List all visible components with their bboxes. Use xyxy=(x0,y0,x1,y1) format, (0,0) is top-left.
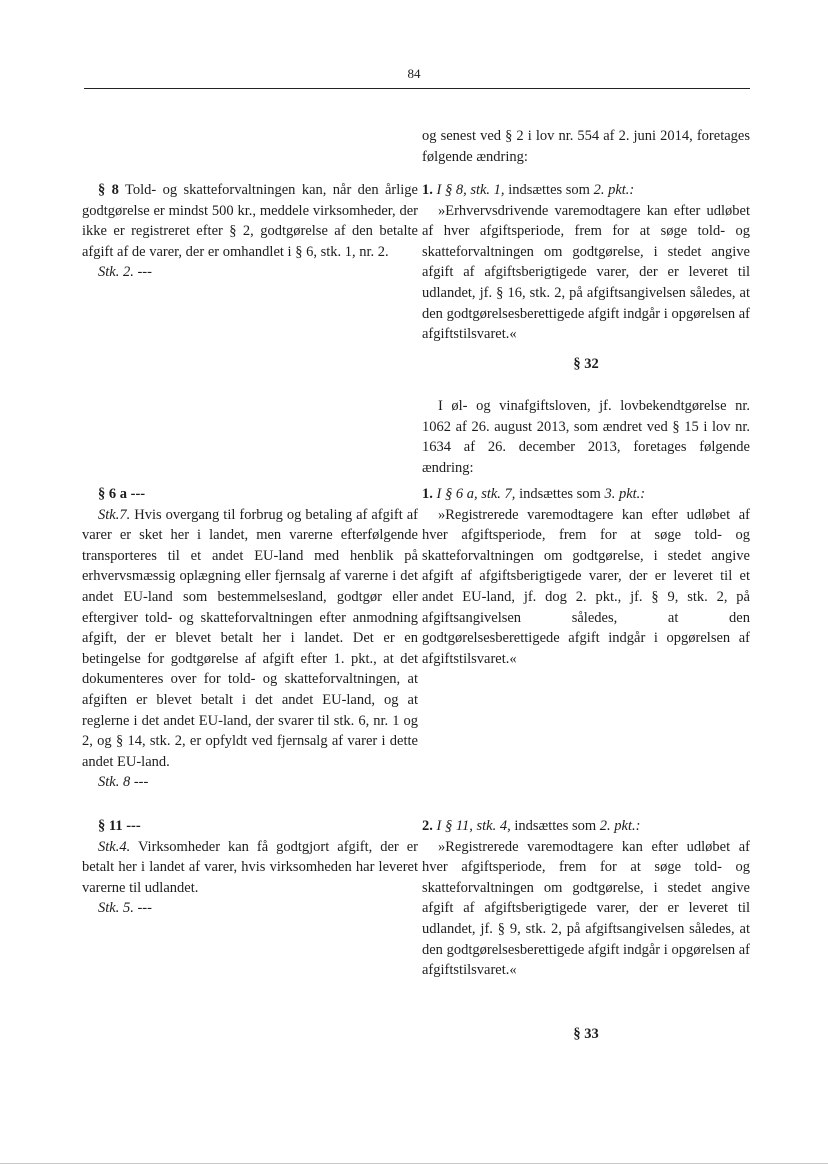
change-1-section-8 xyxy=(422,180,750,345)
change-1-number: 1. xyxy=(422,182,433,198)
change-1-reference: I § 8, stk. 1, xyxy=(436,182,505,198)
intro-paragraph: og senest ved § 2 i lov nr. 554 af 2. juni 2014, foretages følgende ændring: xyxy=(422,128,750,165)
change-6a-quote: »Registrerede varemodtagere kan efter udløbet af hver afgiftsperiode, frem for at søge told- og skatteforvaltningen om godtgørelse, i stedet angive afgift af afgiftsberigtigede varer, der er leveret til et andet EU-land, jf. dog 2. pkt., jf. § 9, stk. 2, på afgiftsangivelsen således, at den godtgørelsesberettigede afgift indgår i opgørelsen af afgiftstilsvaret.« xyxy=(422,506,750,667)
section-6a-stk7-label: Stk.7. xyxy=(98,506,131,523)
change-6a-pkt: 3. pkt.: xyxy=(604,486,646,502)
page-number: 84 xyxy=(407,66,421,81)
section-32-heading: § 32 xyxy=(573,356,599,372)
section-11-current xyxy=(82,816,418,919)
section-33-heading: § 33 xyxy=(573,1026,599,1042)
change-6a-number: 1. xyxy=(422,486,433,502)
footer-rule xyxy=(0,1163,828,1164)
change-6a-verb: indsættes som xyxy=(519,486,601,502)
change-section-6a xyxy=(422,484,750,669)
section-32-intro xyxy=(422,396,750,478)
section-6a-stk7-text: Hvis overgang til forbrug og betaling af afgift af varer er sket her i landet, men varerne efterfølgende transporteres til et andet EU-land med henblik på erhvervsmæssig oplægning eller fjernsalg af varerne i det andet EU-land som bestemmelsesland, godtgør eller eftergiver told- og skatteforvaltningen efter anmodning afgift, der er blevet betalt her i landet. Det er en betingelse for godtgørelse af afgift efter 1. pkt., at det dokumenteres over for told- og skatteforvaltningen, at afgiften er blevet betalt i det andet EU-land, og at reglerne i det andet EU-land, der svarer til stk. 6, nr. 1 og 2, og § 14, stk. 2, er opfyldt ved fjernsalg af varer i dette andet EU-land. xyxy=(82,506,418,770)
section-6a-current xyxy=(82,484,418,793)
section-6a-heading: § 6 a --- xyxy=(98,486,146,502)
section-32-intro-text: I øl- og vinafgiftsloven, jf. lovbekendtgørelse nr. 1062 af 26. august 2013, som ændret ved § 15 i lov nr. 1634 af 26. december 2013, foretages følgende ændring: xyxy=(422,398,750,476)
section-11-stk5: Stk. 5. --- xyxy=(98,900,152,917)
change-11-quote: »Registrerede varemodtagere kan efter udløbet af hver afgiftsperiode, frem for at søge told- og skatteforvaltningen om godtgørelse, i stedet angive afgift af afgiftsberigtigede varer, der er leveret til udlandet, jf. § 9, stk. 2, på afgiftsangivelsen således, at den godtgørelsesberettigede afgift indgår i opgørelsen af afgiftstilsvaret.« xyxy=(422,838,750,979)
section-8-stk2: Stk. 2. --- xyxy=(98,264,152,281)
change-11-pkt: 2. pkt.: xyxy=(599,818,641,834)
section-8-heading: § 8 xyxy=(98,182,119,198)
change-1-quote: »Erhvervsdrivende varemodtagere kan efter udløbet af hver afgiftsperiode, frem for at søge told- og skatteforvaltningen om godtgørelse, i stedet angive afgift af afgiftsberigtigede varer, der er leveret til udlandet, jf. § 16, stk. 2, på afgiftsangivelsen således, at den godtgørelsesberettigede afgift indgår i opgørelsen af afgiftstilsvaret.« xyxy=(422,202,750,343)
change-1-pkt: 2. pkt.: xyxy=(593,182,635,198)
section-6a-stk8: Stk. 8 --- xyxy=(98,774,149,791)
header-rule xyxy=(84,88,750,89)
section-11-heading: § 11 --- xyxy=(98,818,141,834)
change-11-number: 2. xyxy=(422,818,433,834)
change-6a-reference: I § 6 a, stk. 7, xyxy=(436,486,516,502)
section-11-stk4-label: Stk.4. xyxy=(98,838,131,855)
section-8-current xyxy=(82,180,418,283)
change-11-verb: indsættes som xyxy=(514,818,597,834)
change-1-verb: indsættes som xyxy=(508,182,590,198)
change-section-11 xyxy=(422,816,750,981)
section-8-text: Told- og skatteforvaltningen kan, når den årlige godtgørelse er mindst 500 kr., meddele virksomheder, der ikke er registreret efter § 2, godtgørelse af den betalte afgift af de varer, der er omhandlet i § 6, stk. 1, nr. 2. xyxy=(82,182,418,260)
change-11-reference: I § 11, stk. 4, xyxy=(436,818,511,834)
section-11-stk4-text: Virksomheder kan få godtgjort afgift, der er betalt her i landet af varer, hvis virksomheden har leveret varerne til udlandet. xyxy=(82,838,418,896)
